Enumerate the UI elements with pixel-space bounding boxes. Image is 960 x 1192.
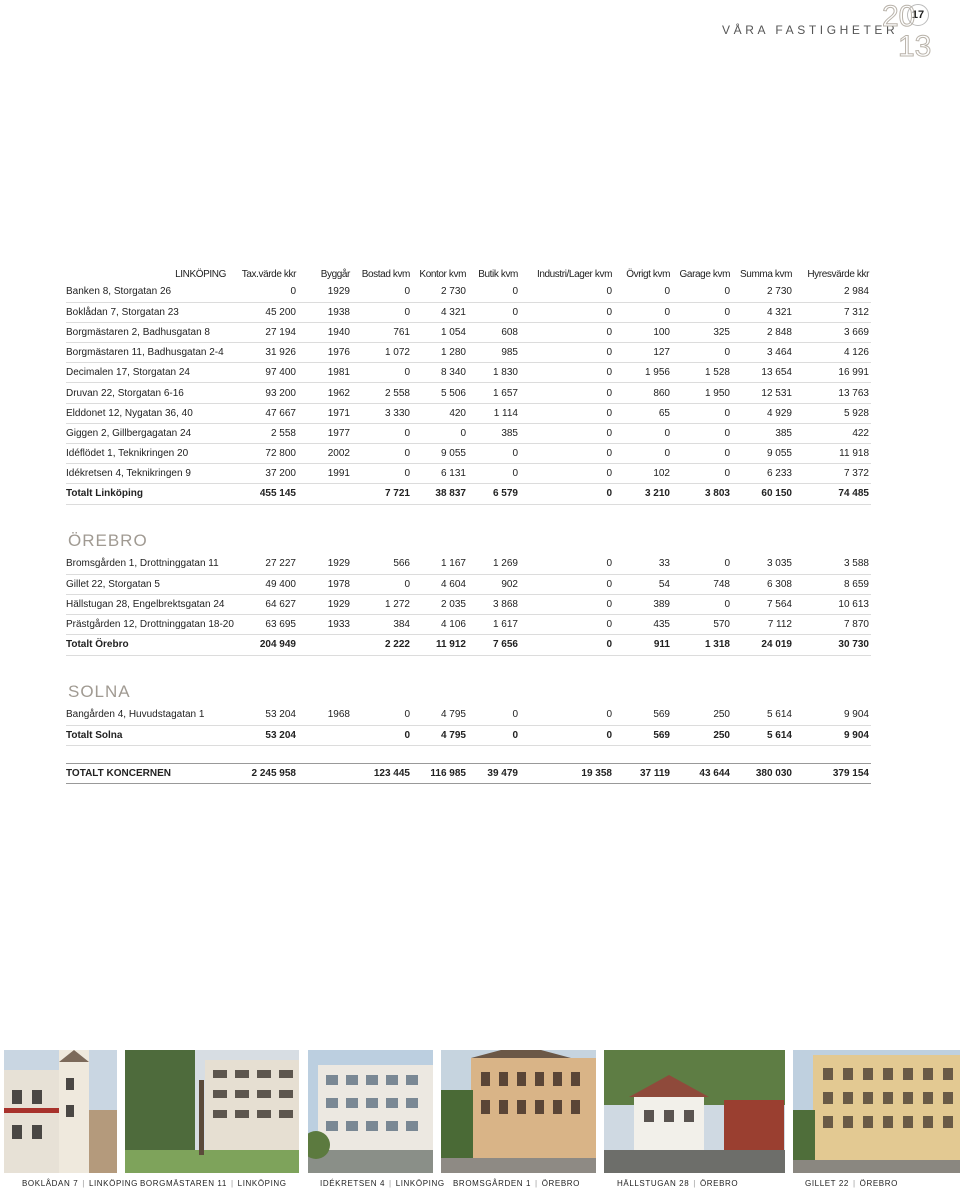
- table-cell: 27 227: [228, 554, 298, 574]
- table-cell: 9 904: [794, 725, 871, 745]
- table-cell: 0: [672, 403, 732, 423]
- table-cell: 1978: [298, 574, 352, 594]
- table-cell: 12 531: [732, 383, 794, 403]
- table-cell: 1938: [298, 302, 352, 322]
- photo-bromsgarden: [441, 1050, 596, 1173]
- table-cell: 1962: [298, 383, 352, 403]
- photo-gillet: [793, 1050, 960, 1173]
- table-cell: 0: [520, 554, 614, 574]
- table-cell: 0: [520, 594, 614, 614]
- table-cell: 64 627: [228, 594, 298, 614]
- table-cell: 3 210: [614, 484, 672, 504]
- table-cell: 380 030: [732, 763, 794, 783]
- table-cell: 19 358: [520, 763, 614, 783]
- table-cell: 5 928: [794, 403, 871, 423]
- property-name: Gillet 22, Storgatan 5: [66, 574, 228, 594]
- table-cell: 0: [520, 403, 614, 423]
- table-cell: 5 614: [732, 725, 794, 745]
- table-cell: 0: [614, 423, 672, 443]
- table-cell: 0: [468, 302, 520, 322]
- table-cell: 1971: [298, 403, 352, 423]
- table-cell: 1 272: [352, 594, 412, 614]
- photo-borgmastaren: [125, 1050, 299, 1173]
- table-cell: 33: [614, 554, 672, 574]
- column-header: Kontor kvm: [419, 269, 466, 280]
- table-cell: 0: [352, 423, 412, 443]
- table-cell: 570: [672, 615, 732, 635]
- table-row: [66, 444, 871, 464]
- section-spacer: [66, 745, 871, 763]
- table-cell: 11 912: [412, 635, 468, 655]
- table-cell: 3 035: [732, 554, 794, 574]
- table-cell: 38 837: [412, 484, 468, 504]
- table-cell: 0: [520, 363, 614, 383]
- table-cell: 860: [614, 383, 672, 403]
- table-cell: 569: [614, 725, 672, 745]
- property-name: Giggen 2, Gillbergagatan 24: [66, 423, 228, 443]
- table-cell: 4 321: [412, 302, 468, 322]
- photo-caption: HÄLLSTUGAN 28 | ÖREBRO: [617, 1179, 739, 1188]
- property-name: Prästgården 12, Drottninggatan 18-20: [66, 615, 228, 635]
- table-cell: 1 956: [614, 363, 672, 383]
- table-header-row: [66, 250, 871, 282]
- table-cell: 2 558: [228, 423, 298, 443]
- table-cell: 97 400: [228, 363, 298, 383]
- property-name: Borgmästaren 11, Badhusgatan 2-4: [66, 343, 228, 363]
- table-cell: 0: [520, 484, 614, 504]
- table-cell: 10 613: [794, 594, 871, 614]
- table-cell: 2 222: [352, 635, 412, 655]
- table-cell: 0: [672, 464, 732, 484]
- table-cell: 1 072: [352, 343, 412, 363]
- table-cell: 3 669: [794, 322, 871, 342]
- column-header: Bostad kvm: [361, 269, 410, 280]
- table-cell: 566: [352, 554, 412, 574]
- column-header: Summa kvm: [740, 269, 792, 280]
- table-cell: 45 200: [228, 302, 298, 322]
- column-header: Industri/Lager kvm: [536, 269, 612, 280]
- table-cell: 0: [352, 725, 412, 745]
- property-name: Totalt Örebro: [66, 635, 228, 655]
- table-cell: 1929: [298, 594, 352, 614]
- table-cell: 3 803: [672, 484, 732, 504]
- table-cell: 0: [352, 282, 412, 302]
- table-cell: 0: [672, 444, 732, 464]
- table-cell: 0: [672, 423, 732, 443]
- table-cell: 27 194: [228, 322, 298, 342]
- total-row: [66, 484, 871, 504]
- table-cell: 1 528: [672, 363, 732, 383]
- table-cell: 1976: [298, 343, 352, 363]
- table-cell: 39 479: [468, 763, 520, 783]
- table-cell: 7 372: [794, 464, 871, 484]
- table-cell: 0: [352, 464, 412, 484]
- table-cell: 37 119: [614, 763, 672, 783]
- table-cell: 6 579: [468, 484, 520, 504]
- photo-hallstugan: [604, 1050, 785, 1173]
- table-cell: 4 795: [412, 725, 468, 745]
- table-cell: 9 055: [412, 444, 468, 464]
- city-title: ÖREBRO: [68, 531, 148, 551]
- table-cell: 325: [672, 322, 732, 342]
- table-cell: 385: [468, 423, 520, 443]
- city-heading-row: [66, 526, 871, 554]
- table-cell: [298, 725, 352, 745]
- table-cell: 7 656: [468, 635, 520, 655]
- table-cell: 435: [614, 615, 672, 635]
- table-cell: 6 308: [732, 574, 794, 594]
- table-cell: 1940: [298, 322, 352, 342]
- table-cell: 385: [732, 423, 794, 443]
- table-cell: [298, 763, 352, 783]
- table-cell: 1 318: [672, 635, 732, 655]
- table-row: [66, 343, 871, 363]
- table-cell: 54: [614, 574, 672, 594]
- column-header: Tax.värde kkr: [241, 269, 296, 280]
- table-cell: 422: [794, 423, 871, 443]
- table-cell: 0: [468, 725, 520, 745]
- table-row: [66, 302, 871, 322]
- section-spacer: [66, 504, 871, 526]
- table-cell: 0: [672, 302, 732, 322]
- table-cell: 4 106: [412, 615, 468, 635]
- city-heading-row: [66, 677, 871, 705]
- table-cell: 72 800: [228, 444, 298, 464]
- table-cell: 11 918: [794, 444, 871, 464]
- table-cell: 2 730: [412, 282, 468, 302]
- table-cell: 0: [520, 322, 614, 342]
- table-cell: 1 167: [412, 554, 468, 574]
- grand-total-row: [66, 763, 871, 783]
- table-cell: 74 485: [794, 484, 871, 504]
- table-cell: 0: [520, 725, 614, 745]
- table-cell: 63 695: [228, 615, 298, 635]
- column-header: Övrigt kvm: [626, 269, 670, 280]
- table-cell: 0: [352, 363, 412, 383]
- table-cell: 0: [614, 444, 672, 464]
- photo-caption: BROMSGÅRDEN 1 | ÖREBRO: [453, 1179, 581, 1188]
- table-cell: 0: [228, 282, 298, 302]
- table-cell: 8 659: [794, 574, 871, 594]
- city-title: SOLNA: [68, 682, 131, 701]
- table-row: [66, 403, 871, 423]
- photo-boklandan: [4, 1050, 117, 1173]
- total-row: [66, 635, 871, 655]
- table-cell: 5 506: [412, 383, 468, 403]
- table-cell: 0: [672, 594, 732, 614]
- table-cell: 1929: [298, 282, 352, 302]
- total-row: [66, 725, 871, 745]
- table-cell: 116 985: [412, 763, 468, 783]
- table-cell: 93 200: [228, 383, 298, 403]
- table-cell: 100: [614, 322, 672, 342]
- table-cell: 455 145: [228, 484, 298, 504]
- table-cell: 7 870: [794, 615, 871, 635]
- table-cell: 1 830: [468, 363, 520, 383]
- table-cell: 5 614: [732, 705, 794, 725]
- property-name: Idékretsen 4, Teknikringen 9: [66, 464, 228, 484]
- property-name: Bromsgården 1, Drottninggatan 11: [66, 554, 228, 574]
- table-cell: 0: [520, 574, 614, 594]
- table-cell: 31 926: [228, 343, 298, 363]
- table-cell: 13 654: [732, 363, 794, 383]
- table-row: [66, 554, 871, 574]
- table-cell: 1 950: [672, 383, 732, 403]
- table-cell: 3 868: [468, 594, 520, 614]
- table-cell: [298, 484, 352, 504]
- table-cell: 4 929: [732, 403, 794, 423]
- table-cell: 13 763: [794, 383, 871, 403]
- table-cell: 0: [614, 282, 672, 302]
- table-cell: 0: [672, 343, 732, 363]
- property-name: Totalt Solna: [66, 725, 228, 745]
- table-cell: 0: [520, 444, 614, 464]
- table-cell: 0: [672, 282, 732, 302]
- table-row: [66, 282, 871, 302]
- table-cell: 53 204: [228, 705, 298, 725]
- table-cell: 9 055: [732, 444, 794, 464]
- table-cell: 102: [614, 464, 672, 484]
- table-cell: 902: [468, 574, 520, 594]
- table-cell: 0: [614, 302, 672, 322]
- table-cell: 24 019: [732, 635, 794, 655]
- property-table: [66, 250, 871, 784]
- table-cell: 1968: [298, 705, 352, 725]
- table-cell: 608: [468, 322, 520, 342]
- table-cell: 3 330: [352, 403, 412, 423]
- table-cell: 2 245 958: [228, 763, 298, 783]
- table-cell: [298, 635, 352, 655]
- year-logo: [880, 0, 932, 62]
- table-cell: 8 340: [412, 363, 468, 383]
- table-cell: 0: [352, 302, 412, 322]
- table-cell: 384: [352, 615, 412, 635]
- table-cell: 0: [520, 615, 614, 635]
- property-name: Totalt Linköping: [66, 484, 228, 504]
- city-title: LINKÖPING: [175, 269, 226, 280]
- page-number: 17: [907, 4, 929, 26]
- table-cell: 1 269: [468, 554, 520, 574]
- table-cell: 2 984: [794, 282, 871, 302]
- table-cell: 3 464: [732, 343, 794, 363]
- table-cell: 0: [520, 705, 614, 725]
- table-row: [66, 574, 871, 594]
- table-cell: 0: [520, 383, 614, 403]
- column-header: Hyresvärde kkr: [807, 269, 869, 280]
- table-cell: 2 558: [352, 383, 412, 403]
- table-cell: 7 312: [794, 302, 871, 322]
- table-row: [66, 705, 871, 725]
- property-name: Hällstugan 28, Engelbrektsgatan 24: [66, 594, 228, 614]
- table-cell: 53 204: [228, 725, 298, 745]
- table-row: [66, 464, 871, 484]
- table-cell: 0: [672, 554, 732, 574]
- property-name: Idéflödet 1, Teknikringen 20: [66, 444, 228, 464]
- table-cell: 1 657: [468, 383, 520, 403]
- table-cell: 2002: [298, 444, 352, 464]
- section-spacer: [66, 655, 871, 677]
- table-cell: 123 445: [352, 763, 412, 783]
- table-cell: 60 150: [732, 484, 794, 504]
- table-cell: 420: [412, 403, 468, 423]
- table-cell: 49 400: [228, 574, 298, 594]
- table-cell: 1 280: [412, 343, 468, 363]
- table-cell: 6 233: [732, 464, 794, 484]
- table-cell: 2 035: [412, 594, 468, 614]
- property-name: Bangården 4, Huvudstagatan 1: [66, 705, 228, 725]
- table-cell: 2 848: [732, 322, 794, 342]
- property-name: TOTALT KONCERNEN: [66, 763, 228, 783]
- year-bottom-digits: 13: [898, 30, 932, 62]
- table-cell: 985: [468, 343, 520, 363]
- table-cell: 204 949: [228, 635, 298, 655]
- table-row: [66, 594, 871, 614]
- table-row: [66, 363, 871, 383]
- table-cell: 9 904: [794, 705, 871, 725]
- table-cell: 4 604: [412, 574, 468, 594]
- photo-caption: GILLET 22 | ÖREBRO: [805, 1179, 898, 1188]
- table-cell: 0: [352, 444, 412, 464]
- table-cell: 748: [672, 574, 732, 594]
- table-cell: 250: [672, 725, 732, 745]
- table-cell: 2 730: [732, 282, 794, 302]
- table-cell: 47 667: [228, 403, 298, 423]
- table-cell: 16 991: [794, 363, 871, 383]
- table-row: [66, 615, 871, 635]
- table-cell: 0: [468, 282, 520, 302]
- table-row: [66, 322, 871, 342]
- table-cell: 37 200: [228, 464, 298, 484]
- column-header: Byggår: [320, 269, 350, 280]
- table-cell: 0: [520, 282, 614, 302]
- table-cell: 1 617: [468, 615, 520, 635]
- table-cell: 389: [614, 594, 672, 614]
- table-cell: 0: [520, 423, 614, 443]
- table-cell: 0: [520, 635, 614, 655]
- property-name: Boklådan 7, Storgatan 23: [66, 302, 228, 322]
- table-cell: 0: [352, 705, 412, 725]
- table-cell: 379 154: [794, 763, 871, 783]
- column-header: Butik kvm: [478, 269, 518, 280]
- property-name: Decimalen 17, Storgatan 24: [66, 363, 228, 383]
- table-cell: 1933: [298, 615, 352, 635]
- photo-caption: BOKLÅDAN 7 | LINKÖPING: [22, 1179, 138, 1188]
- table-cell: 569: [614, 705, 672, 725]
- table-cell: 1981: [298, 363, 352, 383]
- table-cell: 4 321: [732, 302, 794, 322]
- table-cell: 30 730: [794, 635, 871, 655]
- table-cell: 7 721: [352, 484, 412, 504]
- table-cell: 7 112: [732, 615, 794, 635]
- table-cell: 65: [614, 403, 672, 423]
- table-cell: 1 054: [412, 322, 468, 342]
- table-cell: 0: [412, 423, 468, 443]
- table-cell: 127: [614, 343, 672, 363]
- table-cell: 3 588: [794, 554, 871, 574]
- property-name: Druvan 22, Storgatan 6-16: [66, 383, 228, 403]
- table-body: [66, 250, 871, 784]
- table-cell: 0: [352, 574, 412, 594]
- property-name: Banken 8, Storgatan 26: [66, 282, 228, 302]
- table-cell: 0: [520, 464, 614, 484]
- table-cell: 250: [672, 705, 732, 725]
- photo-idekretsen: [308, 1050, 433, 1173]
- table-cell: 761: [352, 322, 412, 342]
- table-cell: 911: [614, 635, 672, 655]
- photo-caption: BORGMÄSTAREN 11 | LINKÖPING: [140, 1179, 287, 1188]
- table-cell: 0: [468, 464, 520, 484]
- table-cell: 0: [520, 302, 614, 322]
- table-cell: 1 114: [468, 403, 520, 423]
- photo-caption: IDÉKRETSEN 4 | LINKÖPING: [320, 1179, 445, 1188]
- table-cell: 7 564: [732, 594, 794, 614]
- table-cell: 43 644: [672, 763, 732, 783]
- table-row: [66, 423, 871, 443]
- table-cell: 0: [468, 444, 520, 464]
- table-row: [66, 383, 871, 403]
- table-cell: 4 126: [794, 343, 871, 363]
- table-cell: 4 795: [412, 705, 468, 725]
- table-cell: 1991: [298, 464, 352, 484]
- table-cell: 6 131: [412, 464, 468, 484]
- property-name: Borgmästaren 2, Badhusgatan 8: [66, 322, 228, 342]
- year-top-digits: 20: [882, 0, 916, 33]
- table-cell: 0: [520, 343, 614, 363]
- column-header: Garage kvm: [679, 269, 730, 280]
- table-cell: 1929: [298, 554, 352, 574]
- table-cell: 1977: [298, 423, 352, 443]
- section-header: VÅRA FASTIGHETER: [722, 23, 899, 37]
- property-name: Elddonet 12, Nygatan 36, 40: [66, 403, 228, 423]
- table-cell: 0: [468, 705, 520, 725]
